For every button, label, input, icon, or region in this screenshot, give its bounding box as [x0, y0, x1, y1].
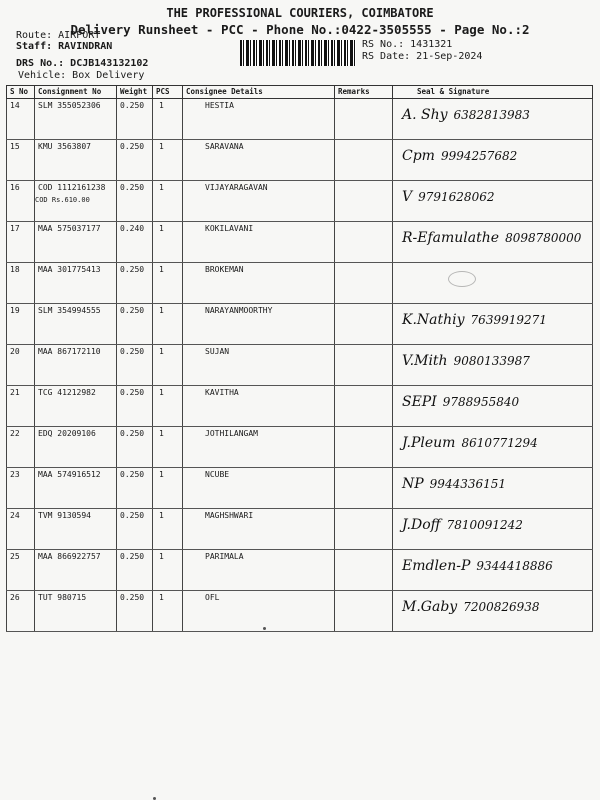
consignee-name: PARIMALA [183, 550, 335, 591]
consignment-number: MAA 866922757 [35, 550, 117, 591]
consignee-name: NARAYANMOORTHY [183, 304, 335, 345]
remarks-cell [335, 304, 393, 345]
pieces: 1 [153, 468, 183, 509]
consignee-name: JOTHILANGAM [183, 427, 335, 468]
table-row [7, 591, 593, 632]
table-row [7, 304, 593, 345]
signature-cell [393, 99, 593, 140]
table-row [7, 427, 593, 468]
table-header-row [7, 86, 593, 99]
serial-number: 25 [7, 550, 35, 591]
remarks-cell [335, 591, 393, 632]
handwritten-signature: Emdlen-P 9344418886 [402, 558, 553, 574]
weight: 0.250 [117, 140, 153, 181]
col-remarks: Remarks [335, 86, 393, 99]
handwritten-phone: 9994257682 [440, 149, 518, 163]
col-signature: Seal & Signature [393, 86, 593, 99]
consignee-name: MAGHSHWARI [183, 509, 335, 550]
table-row [7, 263, 593, 304]
consignment-number: TVM 9130594 [35, 509, 117, 550]
remarks-cell [335, 222, 393, 263]
signature-cell [393, 550, 593, 591]
weight: 0.250 [117, 386, 153, 427]
pieces: 1 [153, 386, 183, 427]
signature-cell [393, 386, 593, 427]
consignment-number: MAA 575037177 [35, 222, 117, 263]
remarks-cell [335, 345, 393, 386]
runsheet-subtitle: Delivery Runsheet - PCC - Phone No.:0422-3505555 - Page No.:2 [70, 22, 530, 37]
scan-speck [263, 627, 266, 630]
cod-amount: COD Rs.610.00 [35, 196, 90, 204]
consignee-name: KAVITHA [183, 386, 335, 427]
weight: 0.250 [117, 304, 153, 345]
pieces: 1 [153, 181, 183, 222]
remarks-cell [335, 181, 393, 222]
pieces: 1 [153, 427, 183, 468]
weight: 0.250 [117, 99, 153, 140]
consignment-number: EDQ 20209106 [35, 427, 117, 468]
remarks-cell [335, 386, 393, 427]
consignment-number: MAA 574916512 [35, 468, 117, 509]
col-consignee: Consignee Details [183, 86, 335, 99]
weight: 0.250 [117, 509, 153, 550]
pieces: 1 [153, 263, 183, 304]
serial-number: 23 [7, 468, 35, 509]
faint-mark [448, 271, 476, 287]
signature-cell [393, 304, 593, 345]
rs-number: RS No.: 1431321 [362, 39, 453, 50]
weight: 0.250 [117, 181, 153, 222]
pieces: 1 [153, 222, 183, 263]
signature-cell [393, 509, 593, 550]
handwritten-phone: 9080133987 [453, 354, 530, 368]
signature-cell [393, 140, 593, 181]
handwritten-signature: A. Shy 6382813983 [402, 107, 530, 123]
signature-cell [393, 591, 593, 632]
signature-cell [393, 468, 593, 509]
route-label: Route: AIRPORT [16, 30, 101, 41]
signature-cell [393, 345, 593, 386]
consignment-number: KMU 3563807 [35, 140, 117, 181]
handwritten-signature: K.Nathiy 7639919271 [402, 312, 547, 328]
serial-number: 18 [7, 263, 35, 304]
consignment-number: MAA 301775413 [35, 263, 117, 304]
weight: 0.250 [117, 550, 153, 591]
handwritten-signature: R-Efamulathe 8098780000 [402, 230, 582, 246]
serial-number: 22 [7, 427, 35, 468]
barcode-image [240, 40, 356, 66]
consignee-name: SUJAN [183, 345, 335, 386]
remarks-cell [335, 263, 393, 304]
consignee-name: OFL [183, 591, 335, 632]
handwritten-phone: 9791628062 [418, 190, 495, 204]
handwritten-phone: 6382813983 [453, 108, 530, 122]
drs-number: DRS No.: DCJB143132102 [16, 58, 149, 69]
handwritten-phone: 9944336151 [429, 477, 507, 491]
consignee-name: VIJAYARAGAVAN [183, 181, 335, 222]
serial-number: 20 [7, 345, 35, 386]
handwritten-signature: V 9791628062 [402, 189, 495, 205]
serial-number: 21 [7, 386, 35, 427]
consignment-number: MAA 867172110 [35, 345, 117, 386]
remarks-cell [335, 550, 393, 591]
serial-number: 17 [7, 222, 35, 263]
table-row [7, 468, 593, 509]
table-row [7, 550, 593, 591]
handwritten-phone: 8098780000 [505, 231, 582, 245]
col-sno: S No [7, 86, 35, 99]
remarks-cell [335, 427, 393, 468]
remarks-cell [335, 509, 393, 550]
table-row [7, 386, 593, 427]
serial-number: 19 [7, 304, 35, 345]
handwritten-phone: 7639919271 [470, 313, 547, 327]
weight: 0.250 [117, 263, 153, 304]
pieces: 1 [153, 304, 183, 345]
serial-number: 14 [7, 99, 35, 140]
table-row [7, 222, 593, 263]
table-row [7, 509, 593, 550]
consignment-number: SLM 354994555 [35, 304, 117, 345]
consignee-name: KOKILAVANI [183, 222, 335, 263]
table-row [7, 99, 593, 140]
signature-cell [393, 181, 593, 222]
signature-cell [393, 222, 593, 263]
vehicle-label: Vehicle: Box Delivery [18, 70, 145, 81]
serial-number: 26 [7, 591, 35, 632]
table-row [7, 345, 593, 386]
pieces: 1 [153, 509, 183, 550]
handwritten-signature: V.Mith 9080133987 [402, 353, 530, 369]
pieces: 1 [153, 345, 183, 386]
remarks-cell [335, 468, 393, 509]
rs-date: RS Date: 21-Sep-2024 [362, 51, 483, 62]
table-row [7, 181, 593, 222]
consignee-name: HESTIA [183, 99, 335, 140]
staff-label: Staff: RAVINDRAN [16, 41, 113, 52]
handwritten-phone: 9344418886 [476, 559, 553, 573]
table-body [7, 99, 593, 632]
table-row [7, 140, 593, 181]
weight: 0.250 [117, 468, 153, 509]
handwritten-signature: SEPI 9788955840 [402, 394, 520, 410]
remarks-cell [335, 99, 393, 140]
consignment-number: TCG 41212982 [35, 386, 117, 427]
consignee-name: NCUBE [183, 468, 335, 509]
consignee-name: BROKEMAN [183, 263, 335, 304]
handwritten-signature: J.Doff 7810091242 [402, 517, 523, 533]
remarks-cell [335, 140, 393, 181]
weight: 0.250 [117, 427, 153, 468]
col-consignment: Consignment No [35, 86, 117, 99]
handwritten-signature: J.Pleum 8610771294 [402, 435, 538, 451]
pieces: 1 [153, 591, 183, 632]
handwritten-signature: Cpm 9994257682 [402, 148, 518, 164]
signature-cell [393, 263, 593, 304]
serial-number: 24 [7, 509, 35, 550]
handwritten-phone: 8610771294 [461, 436, 538, 450]
pieces: 1 [153, 550, 183, 591]
handwritten-phone: 7200826938 [463, 600, 540, 614]
handwritten-phone: 9788955840 [442, 395, 520, 409]
weight: 0.240 [117, 222, 153, 263]
serial-number: 16 [7, 181, 35, 222]
consignment-number: TUT 980715 [35, 591, 117, 632]
weight: 0.250 [117, 345, 153, 386]
consignment-number: COD 1112161238 COD Rs.610.00 [35, 181, 117, 222]
pieces: 1 [153, 140, 183, 181]
col-pcs: PCS [153, 86, 183, 99]
handwritten-signature: M.Gaby 7200826938 [402, 599, 540, 615]
company-title: THE PROFESSIONAL COURIERS, COIMBATORE [166, 6, 434, 20]
weight: 0.250 [117, 591, 153, 632]
runsheet-table [6, 85, 593, 632]
consignee-name: SARAVANA [183, 140, 335, 181]
pieces: 1 [153, 99, 183, 140]
consignment-number: SLM 355052306 [35, 99, 117, 140]
handwritten-phone: 7810091242 [446, 518, 523, 532]
serial-number: 15 [7, 140, 35, 181]
col-weight: Weight [117, 86, 153, 99]
signature-cell [393, 427, 593, 468]
handwritten-signature: NP 9944336151 [402, 476, 507, 492]
